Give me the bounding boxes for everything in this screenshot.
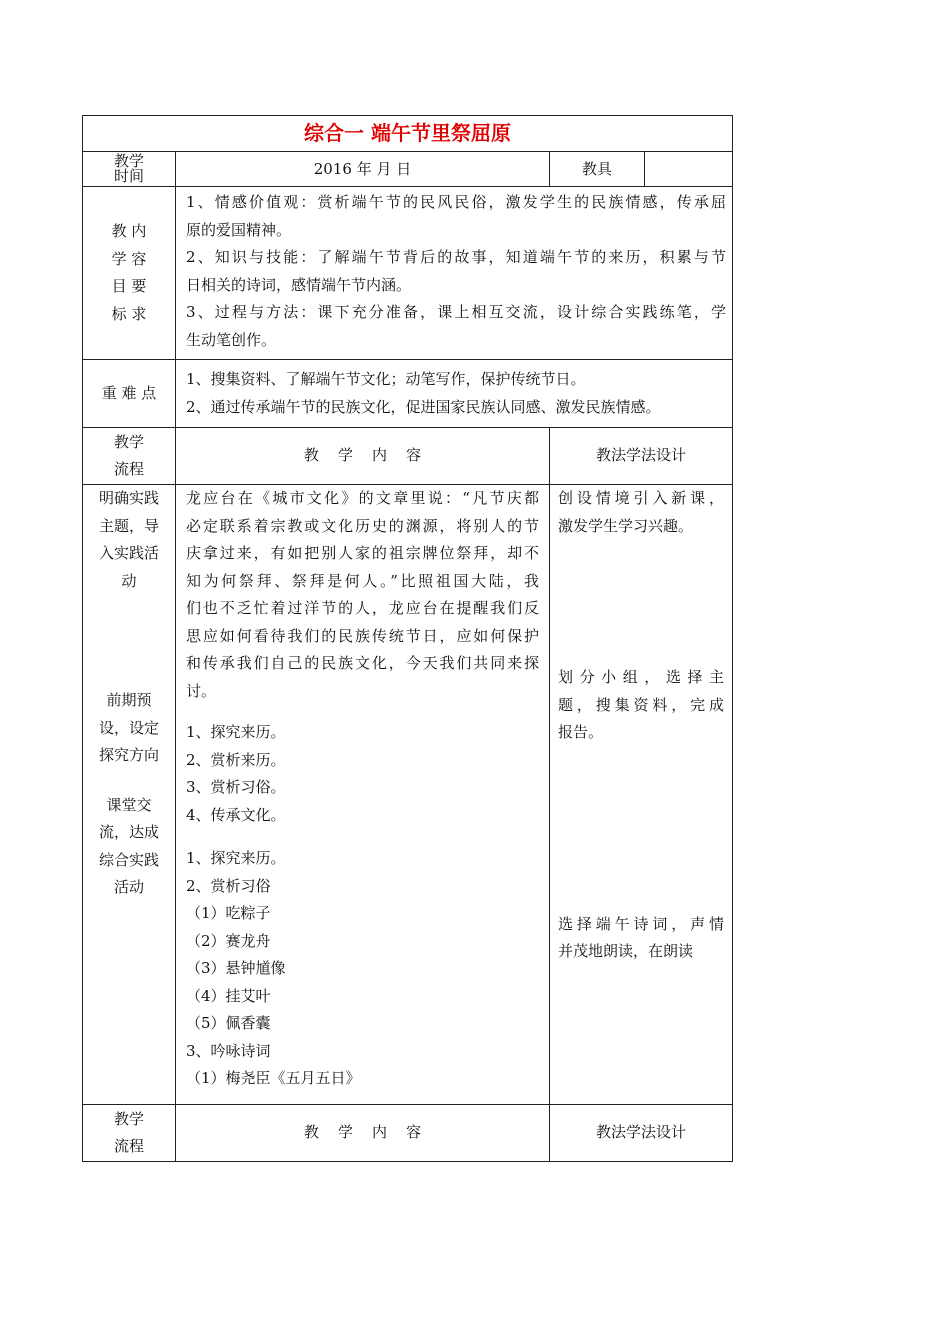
key-point-line: 2、通过传承端午节的民族文化，促进国家民族认同感、激发民族情感。	[186, 397, 661, 416]
content-line: 庆拿过来，有如把别人家的祖宗牌位祭拜，却不	[186, 544, 539, 562]
key-point-line: 1、搜集资料、了解端午节文化；动笔写作，保护传统节日。	[186, 370, 586, 388]
content-line: 思应如何看待我们的民族传统节日，应如何保护	[186, 626, 539, 645]
goal-line: 1、情感价值观：赏析端午节的民风民俗，激发学生的民族情感，传承屈	[186, 193, 726, 211]
content-line: 讨。	[186, 681, 217, 700]
method-header: 教法学法设计	[550, 428, 733, 485]
list-b-item: （4）挂艾叶	[186, 986, 271, 1005]
list-b-item: （1）梅尧臣《五月五日》	[186, 1069, 361, 1087]
list-a-item: 1、探究来历。	[186, 723, 286, 741]
step-2: 前期预 设，设定 探究方向	[98, 691, 159, 764]
teaching-time-label: 教学 时间	[83, 152, 176, 187]
list-a-item: 4、传承文化。	[186, 805, 286, 824]
goal-line: 原的爱国精神。	[186, 220, 292, 239]
list-b-item: 2、赏析习俗	[186, 876, 271, 895]
method-line: 选择端午诗词，声情	[558, 914, 724, 933]
list-b-item: （1）吃粽子	[186, 904, 271, 922]
key-points-label: 重 难 点	[83, 360, 176, 428]
step-3: 课堂交 流，达成 综合实践 活动	[98, 795, 159, 896]
method-line: 激发学生学习兴趣。	[558, 516, 694, 535]
content-header: 教 学 内 容	[176, 428, 550, 485]
teaching-date: 2016 年 月 日	[176, 152, 550, 187]
goal-line: 2、知识与技能：了解端午节背后的故事，知道端午节的来历，积累与节	[186, 248, 726, 266]
content-line: 和传承我们自己的民族文化，今天我们共同来探	[186, 654, 539, 672]
flow-methods	[550, 485, 733, 1105]
method-line: 创设情境引入新课，	[558, 489, 724, 507]
goals-content	[176, 187, 733, 360]
content-line: 知为何祭拜、祭拜是何人。”比照祖国大陆，我	[186, 571, 539, 590]
method-footer: 教法学法设计	[550, 1105, 733, 1162]
goals-label: 教 内 学 容 目 要 标 求	[83, 187, 176, 360]
goal-line: 日相关的诗词，感情端午节内涵。	[186, 275, 412, 294]
list-a-item: 3、赏析习俗。	[186, 778, 286, 796]
flow-label-top: 教学 流程	[83, 428, 176, 485]
lesson-plan-page	[82, 115, 732, 1162]
list-b-item: （3）悬钟馗像	[186, 959, 286, 977]
teaching-tools-value	[645, 152, 733, 187]
content-footer: 教 学 内 容	[176, 1105, 550, 1162]
method-line: 并茂地朗读，在朗读	[558, 942, 694, 960]
list-b-item: 1、探究来历。	[186, 849, 286, 867]
step-1: 明确实践 主题，导 入实践活 动	[98, 489, 159, 590]
method-line: 报告。	[558, 723, 604, 741]
content-line: 们也不乏忙着过洋节的人，龙应台在提醒我们反	[186, 599, 539, 617]
flow-label-bottom: 教学 流程	[83, 1105, 176, 1162]
list-b-item: 3、吟咏诗词	[186, 1041, 271, 1060]
list-a-item: 2、赏析来历。	[186, 750, 286, 769]
method-line: 划分小组，选择主	[558, 668, 724, 686]
goal-line: 生动笔创作。	[186, 330, 277, 349]
content-line: 必定联系着宗教或文化历史的渊源，将别人的节	[186, 516, 539, 535]
document-title: 综合一 端午节里祭屈原	[83, 116, 733, 152]
content-line: 龙应台在《城市文化》的文章里说：“凡节庆都	[186, 489, 539, 507]
key-points-content	[176, 360, 733, 428]
goal-line: 3、过程与方法：课下充分准备，课上相互交流，设计综合实践练笔，学	[186, 303, 726, 321]
flow-steps	[83, 485, 176, 1105]
flow-content	[176, 485, 550, 1105]
lesson-plan-table	[82, 115, 733, 1162]
teaching-tools-label: 教具	[550, 152, 645, 187]
list-b-item: （5）佩香囊	[186, 1014, 271, 1032]
list-b-item: （2）赛龙舟	[186, 931, 271, 950]
method-line: 题，搜集资料，完成	[558, 695, 724, 714]
